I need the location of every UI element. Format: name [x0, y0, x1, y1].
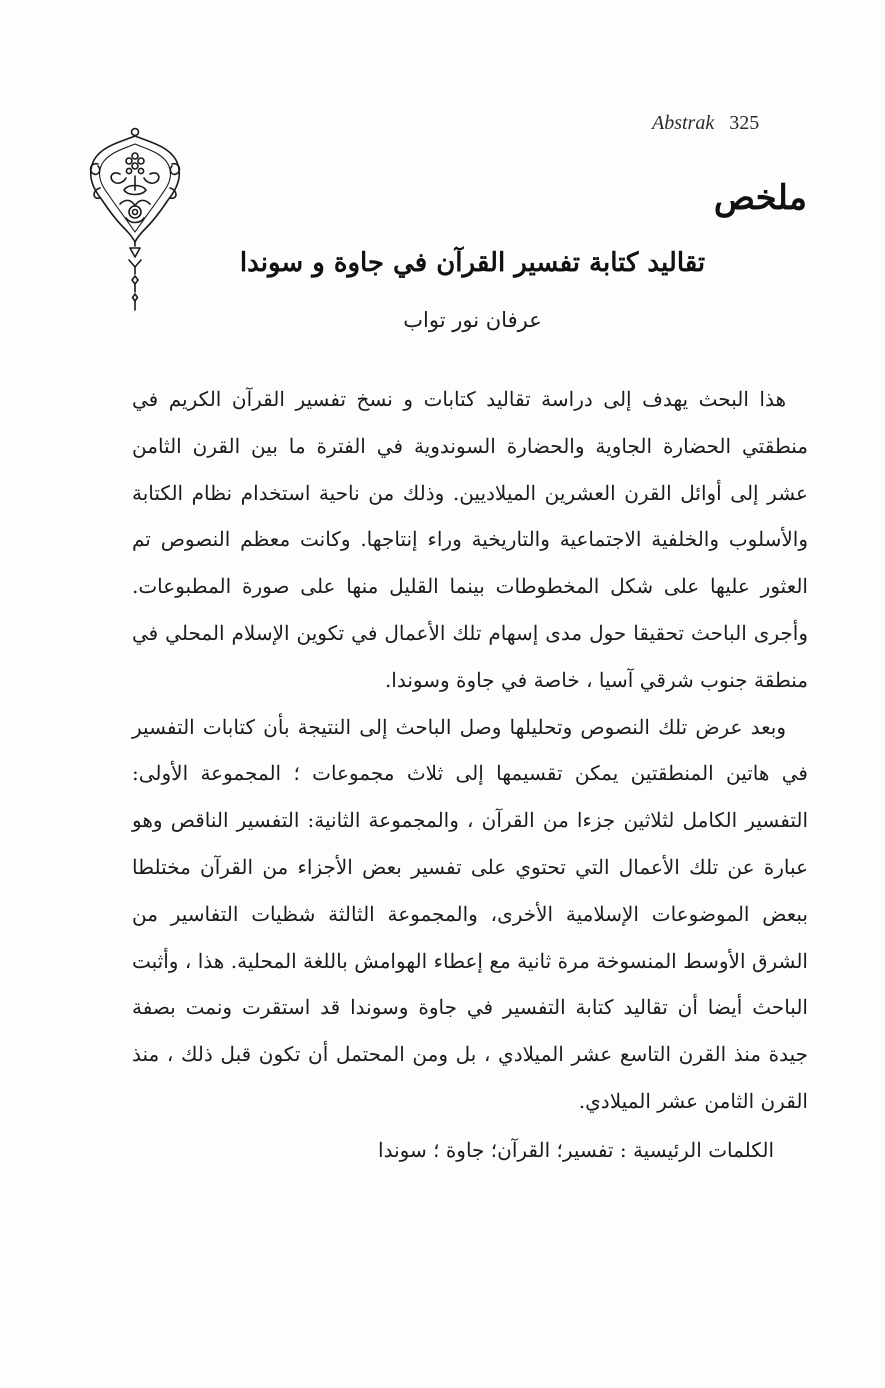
running-head: [652, 112, 759, 135]
abstract-body: [132, 376, 808, 1174]
section-title: ملخص: [713, 178, 807, 218]
page-number: 325: [729, 112, 760, 134]
abstract-paragraph-2: وبعد عرض تلك النصوص وتحليلها وصل الباحث إلى النتيجة بأن كتابات التفسير في هاتين المنطقتين يمكن تقسيمها إلى ثلاث مجموعات ؛ المجموعة الأولى: التفسير الكامل لثلاثين جزءا من القرآن ، والمجموعة الثانية: التفسير الناقص وهو عبارة عن تلك الأعمال التي تحتوي على تفسير بعض الأجزاء من القرآن مختلطا ببعض الموضوعات الإسلامية الأخرى، والمجموعة الثالثة شظيات التفاسير من الشرق الأوسط المنسوخة مرة ثانية مع إعطاء الهوامش باللغة المحلية. هذا ، وأثبت الباحث أيضا أن تقاليد كتابة التفسير في جاوة وسوندا قد استقرت ونمت بصفة جيدة منذ القرن التاسع عشر الميلادي ، بل ومن المحتمل أن تكون قبل ذلك ، منذ القرن الثامن عشر الميلادي.: [132, 714, 808, 1113]
keywords-line: الكلمات الرئيسية : تفسير؛ القرآن؛ جاوة ؛ سوندا: [378, 1137, 774, 1162]
author-name: عرفان نور تواب: [403, 308, 542, 332]
abstract-paragraph-1: هذا البحث يهدف إلى دراسة تقاليد كتابات و نسخ تفسير القرآن الكريم في منطقتي الحضارة الجاوية والحضارة السوندوية في الفترة ما بين القرن الثامن عشر إلى أوائل القرن العشرين الميلاديين. وذلك من ناحية استخدام نظام الكتابة والأسلوب والخلفية الاجتماعية والتاريخية وراء إنتاجها. وكانت معظم النصوص تم العثور عليها على شكل المخطوطات بينما القليل منها على صورة المطبوعات. وأجرى الباحث تحقيقا حول مدى إسهام تلك الأعمال في تكوين الإسلام المحلي في منطقة جنوب شرقي آسيا ، خاصة في جاوة وسوندا.: [132, 387, 808, 692]
arabesque-ornament-icon: [80, 124, 190, 314]
running-head-label: Abstrak: [652, 112, 715, 134]
article-title: تقاليد كتابة تفسير القرآن في جاوة و سوندا: [239, 248, 706, 278]
